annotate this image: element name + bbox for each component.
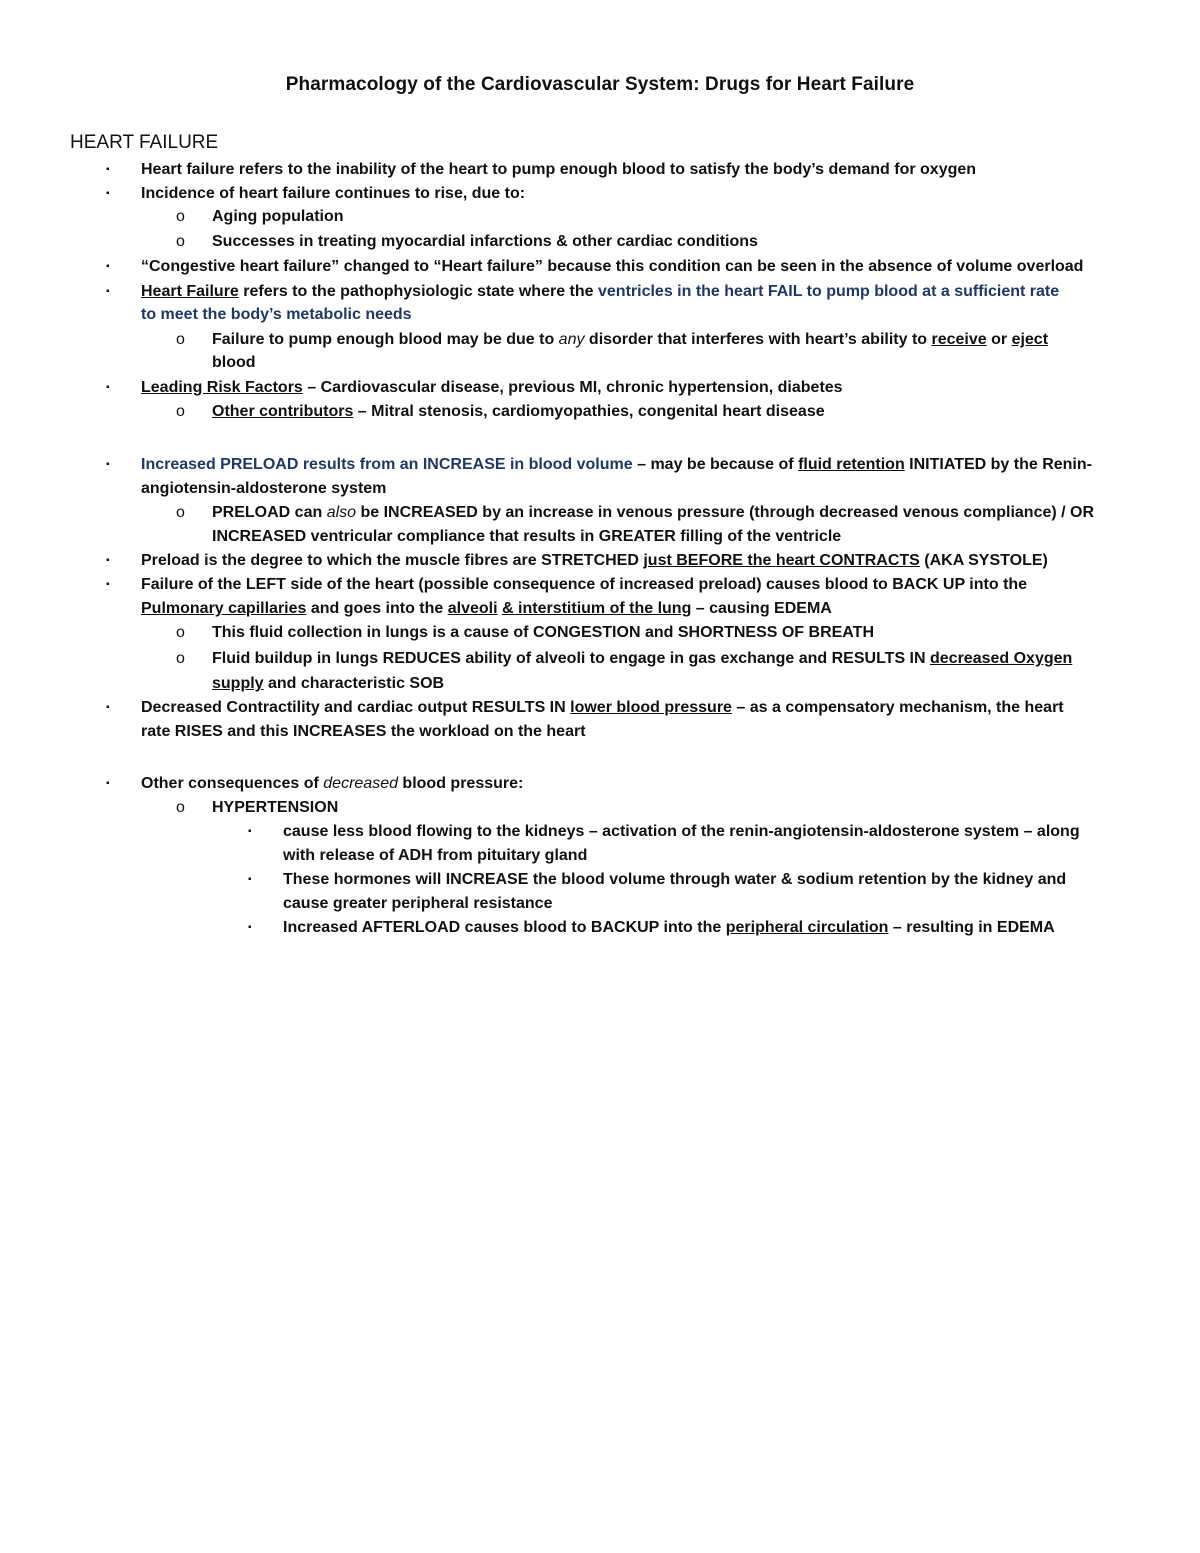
- bullet-marker: ▪: [106, 702, 110, 713]
- bullet-marker: ▪: [106, 382, 110, 393]
- sub-sub-bullet-text-continued: with release of ADH from pituitary gland: [283, 847, 588, 864]
- text-span: – Cardiovascular disease, previous MI, chronic hypertension, diabetes: [302, 379, 843, 396]
- term-pulmonary-capillaries: Pulmonary capillaries: [141, 600, 307, 617]
- sub-bullet-text: [212, 503, 1094, 523]
- bullet-text: Heart failure refers to the inability of the heart to pump enough blood to satisfy the body’s demand for oxygen: [141, 161, 977, 178]
- sub-bullet-marker: o: [176, 650, 185, 667]
- term-other-contributors: Other contributors: [212, 403, 354, 420]
- emphasis-text: decreased: [323, 775, 398, 792]
- emphasis-text: also: [326, 504, 357, 521]
- term-peripheral-circulation: peripheral circulation: [725, 919, 889, 936]
- term-supply: supply: [212, 675, 264, 692]
- bullet-text: [141, 774, 523, 794]
- text-span: Decreased Contractility and cardiac output RESULTS IN: [141, 699, 571, 716]
- sub-bullet-text: [212, 649, 1072, 669]
- bullet-text-continued: angiotensin-aldosterone system: [141, 480, 387, 497]
- sub-bullet-text: [212, 330, 1048, 350]
- text-span: refers to the pathophysiologic state where the: [238, 283, 598, 300]
- bullet-text-continued: rate RISES and this INCREASES the workload on the heart: [141, 723, 586, 740]
- bullet-text: “Congestive heart failure” changed to “Heart failure” because this condition can be seen in the absence of volume overload: [141, 258, 1084, 275]
- text-span: INITIATED by the Renin-: [904, 456, 1092, 473]
- section-heading: HEART FAILURE: [70, 132, 219, 153]
- sub-bullet-text-continued: [212, 674, 444, 694]
- text-span: and characteristic SOB: [263, 675, 445, 692]
- term-leading-risk-factors: Leading Risk Factors: [141, 379, 303, 396]
- text-span: disorder that interferes with heart’s ability to: [584, 331, 932, 348]
- sub-sub-bullet-text: [283, 918, 1055, 938]
- sub-bullet-text: Successes in treating myocardial infarctions & other cardiac conditions: [212, 233, 758, 250]
- text-span: blood pressure:: [397, 775, 524, 792]
- bullet-marker: ▪: [106, 188, 110, 199]
- sub-sub-bullet-text: cause less blood flowing to the kidneys – activation of the renin-angiotensin-aldosterone system – along: [283, 823, 1080, 840]
- text-span: be INCREASED by an increase in venous pressure (through decreased venous compliance) / OR: [356, 504, 1095, 521]
- bullet-text: Incidence of heart failure continues to rise, due to:: [141, 185, 526, 202]
- text-span: (AKA SYSTOLE): [919, 552, 1048, 569]
- bullet-marker: ▪: [106, 555, 110, 566]
- bullet-marker: ▪: [106, 579, 110, 590]
- sub-bullet-text: HYPERTENSION: [212, 799, 339, 816]
- text-span: Increased AFTERLOAD causes blood to BACKUP into the: [283, 919, 726, 936]
- highlight-text: Increased PRELOAD results from an INCREASE in blood volume: [141, 456, 633, 473]
- bullet-marker: ▪: [106, 164, 110, 175]
- bullet-text: [141, 551, 1048, 571]
- text-span: or: [986, 331, 1012, 348]
- sub-bullet-text: [212, 402, 825, 422]
- sub-sub-bullet-text: These hormones will INCREASE the blood volume through water & sodium retention by the kidney and: [283, 871, 1067, 888]
- text-span: – causing EDEMA: [691, 600, 832, 617]
- term-lower-blood-pressure: lower blood pressure: [570, 699, 732, 716]
- text-span: Fluid buildup in lungs REDUCES ability of alveoli to engage in gas exchange and RESULTS IN: [212, 650, 930, 667]
- term-decreased-oxygen: decreased Oxygen: [930, 650, 1073, 667]
- bullet-marker: ▪: [106, 459, 110, 470]
- term-alveoli: alveoli: [447, 600, 498, 617]
- sub-bullet-marker: o: [176, 331, 185, 348]
- sub-bullet-marker: o: [176, 799, 185, 816]
- bullet-marker: ▪: [106, 286, 110, 297]
- sub-bullet-text-continued: INCREASED ventricular compliance that results in GREATER filling of the ventricle: [212, 528, 842, 545]
- text-span: Other consequences of: [141, 775, 324, 792]
- sub-bullet-marker: o: [176, 504, 185, 521]
- bullet-marker: ▪: [106, 778, 110, 789]
- sub-sub-bullet-marker: ▪: [248, 826, 252, 837]
- text-span: – as a compensatory mechanism, the heart: [731, 699, 1064, 716]
- bullet-text: Failure of the LEFT side of the heart (possible consequence of increased preload) causes blood to BACK UP into the: [141, 576, 1028, 593]
- sub-bullet-marker: o: [176, 403, 185, 420]
- bullet-marker: ▪: [106, 261, 110, 272]
- sub-bullet-marker: o: [176, 624, 185, 641]
- term-before-contracts: just BEFORE the heart CONTRACTS: [643, 552, 920, 569]
- text-span: Preload is the degree to which the muscle fibres are STRETCHED: [141, 552, 644, 569]
- emphasis-text: any: [558, 331, 585, 348]
- text-span: PRELOAD can: [212, 504, 327, 521]
- term-heart-failure: Heart Failure: [141, 283, 239, 300]
- sub-bullet-text: This fluid collection in lungs is a cause of CONGESTION and SHORTNESS OF BREATH: [212, 624, 874, 641]
- highlight-text: ventricles in the heart FAIL to pump blood at a sufficient rate: [598, 283, 1060, 300]
- bullet-text: [141, 455, 1092, 475]
- bullet-text-continued: to meet the body’s metabolic needs: [141, 306, 412, 323]
- bullet-text: [141, 698, 1064, 718]
- term-interstitium: & interstitium of the lung: [502, 600, 692, 617]
- term-receive: receive: [931, 331, 987, 348]
- page-title: Pharmacology of the Cardiovascular System: Drugs for Heart Failure: [285, 74, 915, 95]
- text-span: – Mitral stenosis, cardiomyopathies, congenital heart disease: [353, 403, 825, 420]
- text-span: Failure to pump enough blood may be due to: [212, 331, 559, 348]
- text-span: – may be because of: [632, 456, 799, 473]
- text-span: and goes into the: [306, 600, 448, 617]
- sub-sub-bullet-marker: ▪: [248, 922, 252, 933]
- sub-bullet-marker: o: [176, 233, 185, 250]
- bullet-text: [141, 378, 843, 398]
- term-eject: eject: [1011, 331, 1049, 348]
- bullet-text: [141, 282, 1059, 302]
- text-span: – resulting in EDEMA: [888, 919, 1055, 936]
- sub-sub-bullet-text-continued: cause greater peripheral resistance: [283, 895, 553, 912]
- sub-sub-bullet-marker: ▪: [248, 874, 252, 885]
- sub-bullet-marker: o: [176, 208, 185, 225]
- sub-bullet-text-continued: blood: [212, 354, 256, 371]
- term-fluid-retention: fluid retention: [798, 456, 905, 473]
- sub-bullet-text: Aging population: [212, 208, 344, 225]
- bullet-text-continued: [141, 599, 832, 619]
